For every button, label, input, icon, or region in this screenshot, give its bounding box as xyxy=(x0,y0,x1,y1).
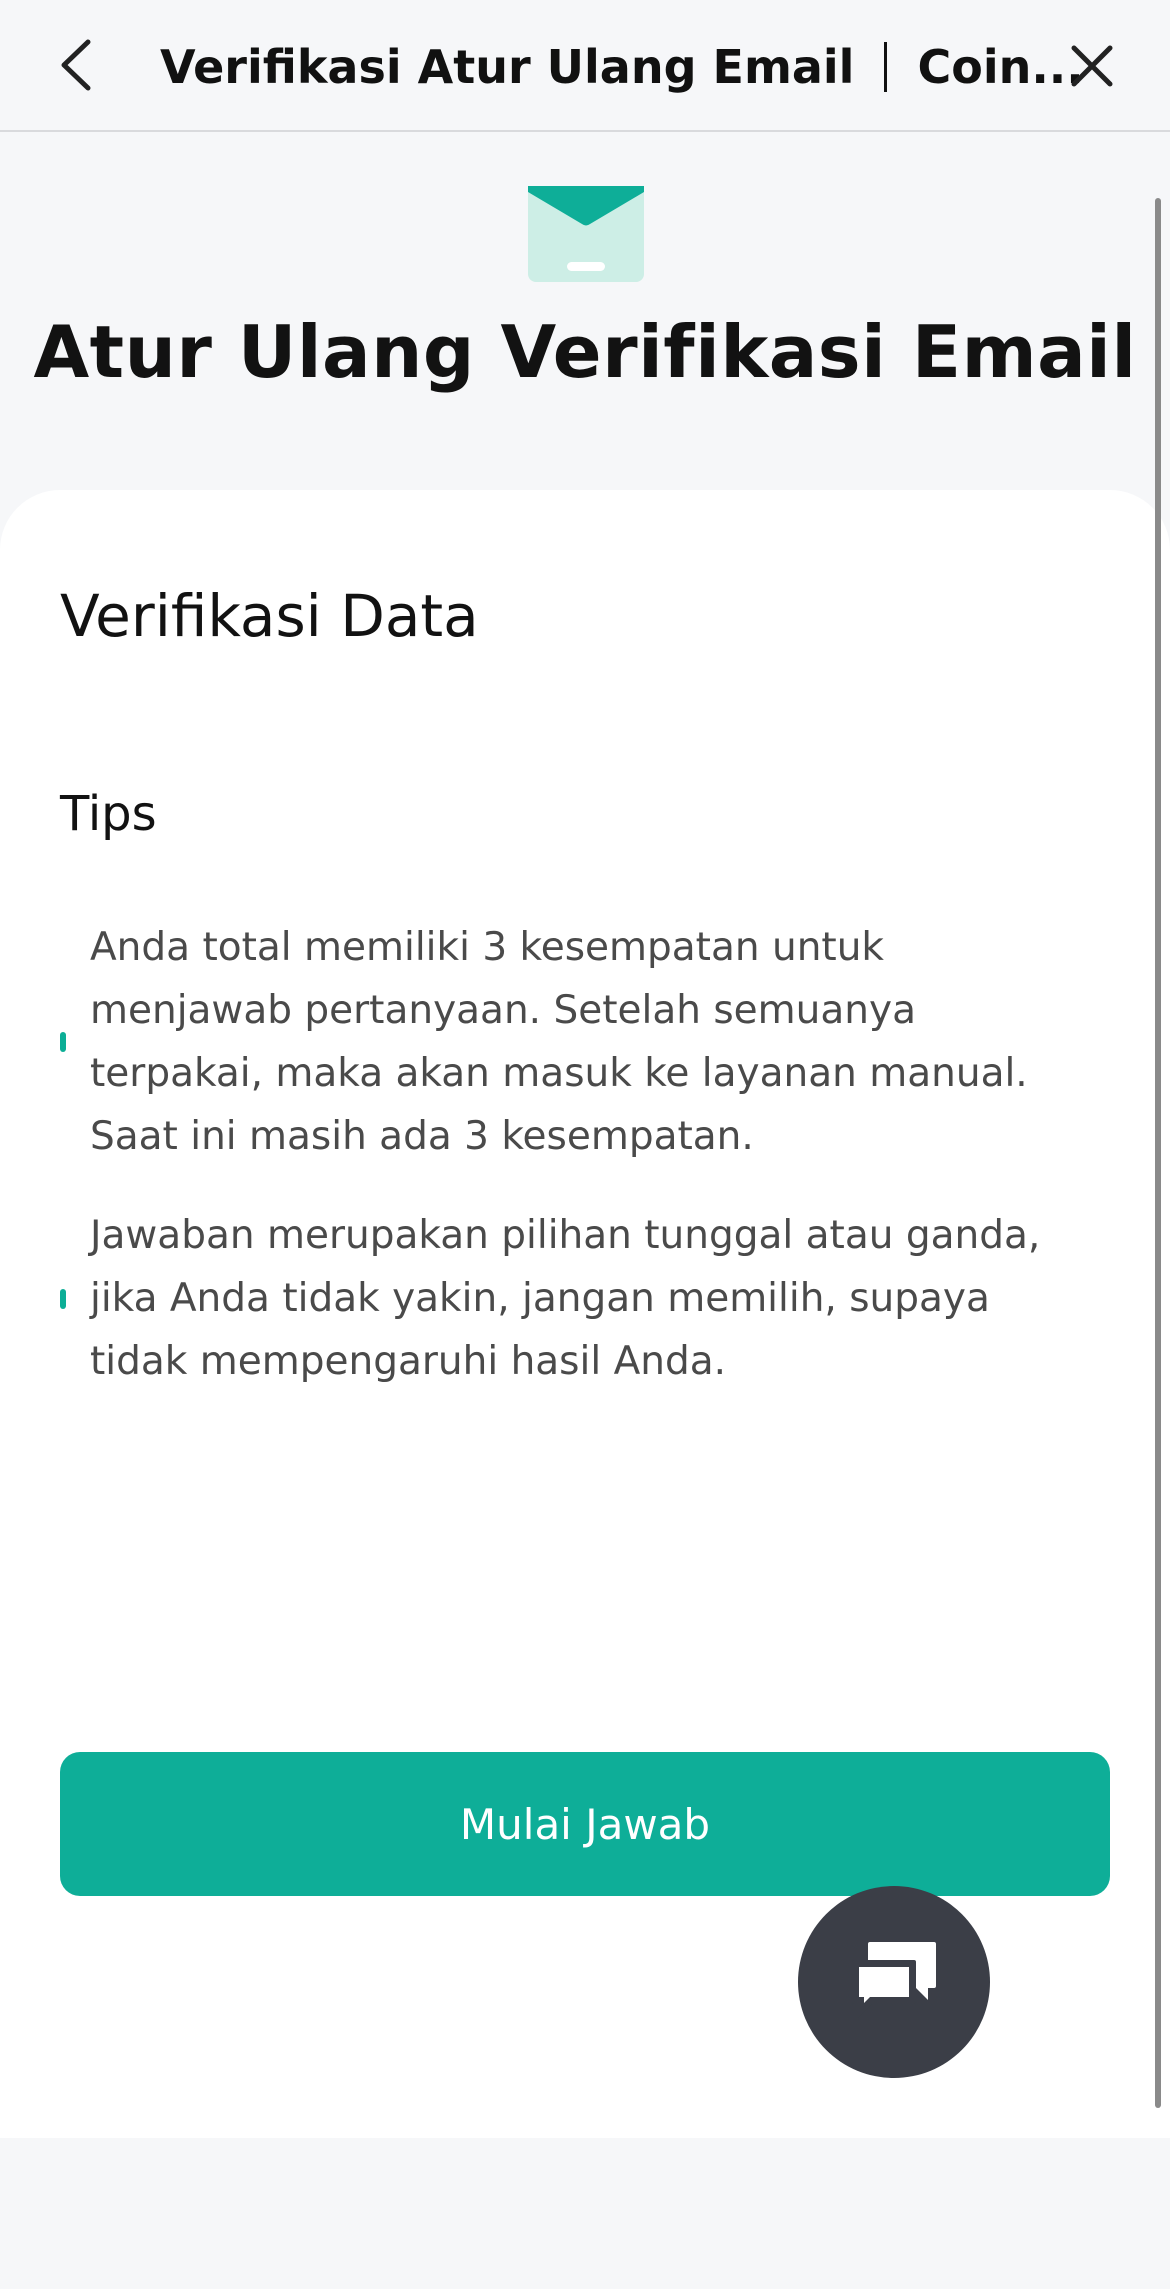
close-icon xyxy=(1064,38,1120,94)
tips-heading: Tips xyxy=(60,786,157,842)
nav-subtitle: Coin... xyxy=(917,40,1084,94)
envelope-icon xyxy=(528,186,644,282)
section-title: Verifikasi Data xyxy=(60,582,479,650)
tip-item xyxy=(60,1204,1090,1393)
tip-text: Jawaban merupakan pilihan tunggal atau ganda, jika Anda tidak yakin, jangan memilih, supaya tidak mempengaruhi hasil Anda. xyxy=(90,1213,1041,1384)
back-button[interactable] xyxy=(50,30,110,100)
start-answer-button[interactable]: Mulai Jawab xyxy=(60,1752,1110,1896)
page-title: Atur Ulang Verifikasi Email xyxy=(33,310,1137,394)
content-card xyxy=(0,490,1170,2138)
nav-title-group xyxy=(160,32,1084,102)
chat-support-button[interactable] xyxy=(798,1886,990,2078)
nav-title: Verifikasi Atur Ulang Email xyxy=(160,40,855,94)
title-divider xyxy=(884,42,887,92)
top-nav-bar xyxy=(0,0,1170,132)
bullet-dot xyxy=(60,1289,66,1309)
tip-text: Anda total memiliki 3 kesempatan untuk menjawab pertanyaan. Setelah semuanya terpakai, maka akan masuk ke layanan manual. Saat ini masih ada 3 kesempatan. xyxy=(90,925,1028,1159)
chat-bubbles-icon xyxy=(850,1940,938,2024)
chevron-left-icon xyxy=(50,30,110,100)
tip-item xyxy=(60,916,1090,1168)
scrollbar[interactable] xyxy=(1155,198,1161,2108)
bullet-dot xyxy=(60,1032,66,1052)
close-button[interactable] xyxy=(1064,38,1120,94)
